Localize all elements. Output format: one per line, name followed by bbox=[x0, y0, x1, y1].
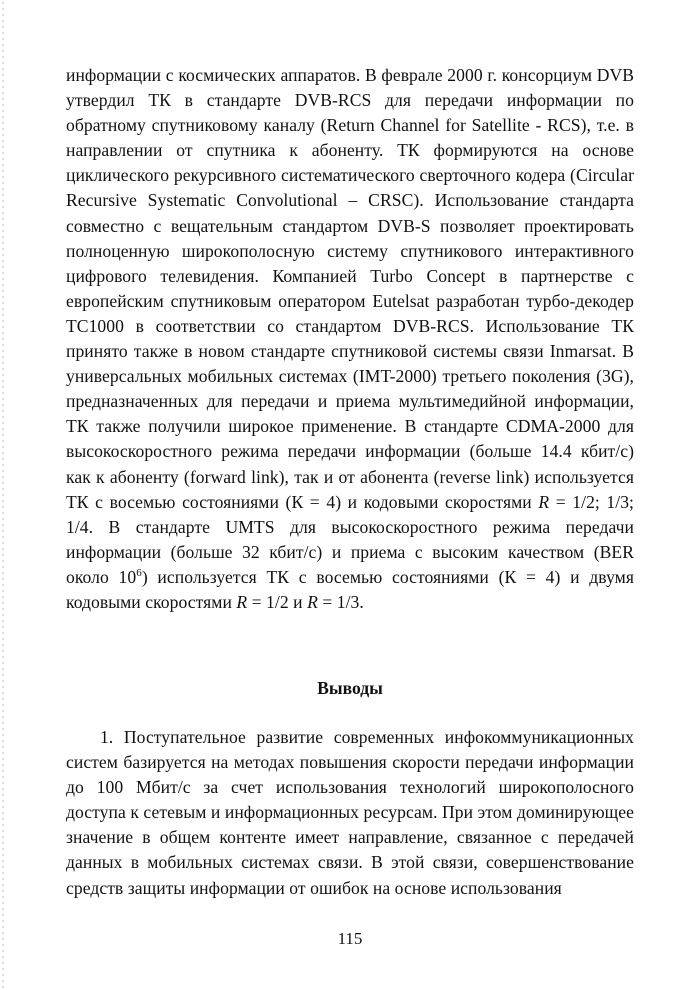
paragraph-1-text-part-4: = 1/2 и bbox=[247, 591, 308, 612]
paragraph-1-text-part-3: ) используется ТК с восемью состояниями (К = 4) и двумя кодовыми скоростями bbox=[66, 566, 635, 612]
variable-r-1: R bbox=[538, 491, 550, 512]
page-number: 115 bbox=[337, 929, 363, 948]
paragraph-1-text-part-2: = 1/2; 1/3; 1/4. В стандарте UMTS для высокоскоростного режима передачи информации (больше 32 кбит/с) и приема с высоким качеством (BER около 10 bbox=[66, 491, 634, 587]
scan-edge-dots bbox=[2, 0, 4, 990]
ber-exponent: 6 bbox=[136, 566, 142, 579]
paragraph-1-text-part-1: информации с космических аппаратов. В феврале 2000 г. консорциум DVB утвердил ТК в стандарте DVB-RCS для передачи информации по обратному спутниковому каналу (Return Channel for Satellite - RCS), т.е. в направлении от спутника к абоненту. ТК формируются на основе циклического рекурсивного систематического сверточного кодера (Circular Recursive Systematic Convolutional – CRSC). Использование стандарта совместно с вещательным стандартом DVB-S позволяет проектировать полноценную широкополосную систему спутникового интерактивного цифрового телевидения. Компанией Turbo Concept в партнерстве с европейским спутниковым оператором Eutelsat разработан турбо-декодер TC1000 в соответствии со стандартом DVB-RCS. Использование ТК принято также в новом стандарте спутниковой системы связи Inmarsat. В универсальных мобильных системах (IMT-2000) третьего поколения (3G), предназначенных для передачи и приема мультимедийной информации, ТК также получили широкое применение. В стандарте CDMA-2000 для высокоскоростного режима передачи информации (больше 14.4 кбит/с) как к абоненту (forward link), так и от абонента (reverse link) используется ТК с восемью состояниями (К = 4) и кодовыми скоростями bbox=[66, 65, 634, 512]
paragraph-1-text-part-5: = 1/3. bbox=[317, 591, 364, 612]
body-paragraph-2: 1. Поступательное развитие современных инфокоммуникационных систем базируется на методах повышения скорости передачи информации до 100 Мбит/с за счет использования технологий широкополосного доступа к сетевым и информационных ресурсам. При этом доминирующее значение в общем контенте имеет направление, связанное с передачей данных в мобильных системах связи. В этой связи, совершенствование средств защиты информации от ошибок на основе использования bbox=[66, 727, 634, 898]
body-paragraph-1 bbox=[66, 63, 634, 615]
variable-r-3: R bbox=[307, 591, 318, 612]
variable-r-2: R bbox=[236, 591, 248, 612]
section-heading: Выводы bbox=[317, 678, 383, 698]
